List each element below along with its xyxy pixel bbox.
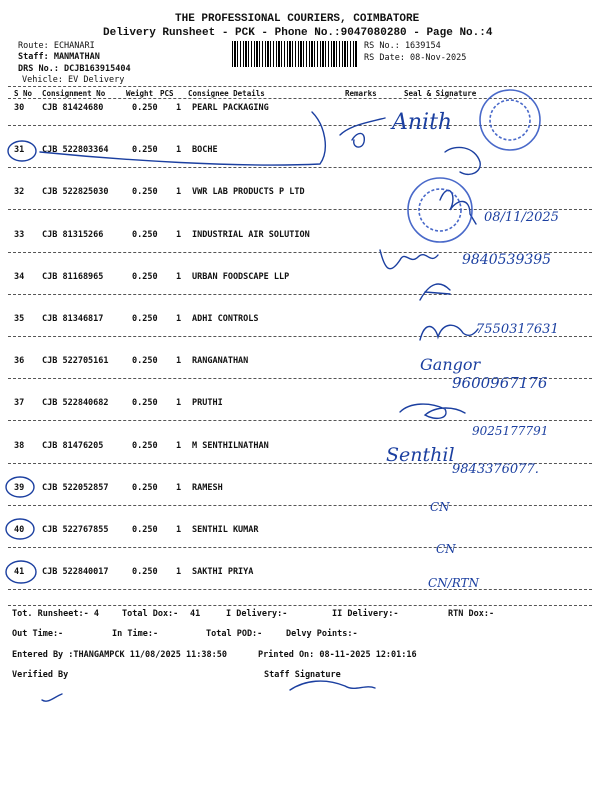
cell-pcs: 1: [176, 482, 182, 493]
cell-consignment: CJB 522705161: [42, 356, 109, 367]
hw-remark-row41: CN/RTN: [428, 576, 480, 590]
cell-consignee: INDUSTRIAL AIR SOLUTION: [192, 229, 310, 240]
cell-consignment: CJB 522840017: [42, 567, 109, 578]
company-stamp-top: [480, 90, 540, 150]
cell-weight: 0.250: [132, 314, 158, 324]
cell-consignment: CJB 522803364: [42, 145, 109, 156]
cell-consignee: RANGANATHAN: [192, 356, 249, 367]
cell-weight: 0.250: [132, 482, 158, 493]
cell-weight: 0.250: [132, 525, 158, 535]
hw-phone-row35: 7550317631: [476, 322, 559, 337]
cell-consignee: URBAN FOODSCAPE LLP: [192, 271, 290, 282]
cell-consignee: SAKTHI PRIYA: [192, 567, 254, 578]
hw-date-row32: 08/11/2025: [484, 210, 559, 225]
out-time: Out Time:-: [12, 629, 64, 639]
verified-by: Verified By: [12, 670, 69, 680]
cell-weight: 0.250: [132, 145, 158, 156]
cell-pcs: 1: [176, 103, 182, 113]
circle-mark-row31: [8, 141, 36, 161]
cell-consignee: BOCHE: [192, 145, 218, 156]
rs-number: RS No.: 1639154: [364, 41, 441, 51]
hw-remark-row39: CN: [430, 500, 450, 514]
circle-mark-row40: [6, 519, 34, 539]
cell-sno: 32: [14, 187, 25, 198]
cell-consignee: SENTHIL KUMAR: [192, 525, 259, 535]
cell-consignee: VWR LAB PRODUCTS P LTD: [192, 187, 305, 198]
cell-consignee: RAMESH: [192, 482, 223, 493]
total-dox-label: Total Dox:-: [122, 609, 179, 619]
hw-signature-row30: Anith: [392, 110, 453, 135]
cell-weight: 0.250: [132, 440, 158, 451]
cell-sno: 40: [14, 525, 25, 535]
cell-consignment: CJB 522825030: [42, 187, 109, 198]
printed-on: Printed On: 08-11-2025 12:01:16: [258, 650, 417, 660]
cell-consignee: PRUTHI: [192, 398, 223, 409]
cell-consignee: PEARL PACKAGING: [192, 103, 269, 113]
cell-pcs: 1: [176, 314, 182, 324]
cell-pcs: 1: [176, 525, 182, 535]
cell-sno: 31: [14, 145, 25, 156]
col-weight: Weight: [126, 89, 154, 98]
cell-sno: 33: [14, 229, 25, 240]
cell-weight: 0.250: [132, 271, 158, 282]
signature-stroke-row37: [400, 404, 465, 418]
hw-phone-row37: 9025177791: [472, 424, 549, 438]
signature-stroke-row34: [380, 250, 438, 269]
cell-consignment: CJB 81424680: [42, 103, 104, 113]
cell-sno: 34: [14, 271, 25, 282]
total-pod: Total POD:-: [206, 629, 263, 639]
cell-consignment: CJB 81168965: [42, 271, 104, 282]
hw-phone-row34: 9840539395: [462, 252, 552, 268]
cell-weight: 0.250: [132, 103, 158, 113]
cell-consignment: CJB 522767855: [42, 525, 109, 535]
signature-stroke-row35: [420, 325, 478, 340]
col-seal: Seal & Signature: [404, 89, 477, 98]
cell-weight: 0.250: [132, 229, 158, 240]
cell-weight: 0.250: [132, 398, 158, 409]
col-sno: S No: [14, 89, 33, 98]
col-consignee: Consignee Details: [188, 89, 265, 98]
runsheet-subtitle: Delivery Runsheet - PCK - Phone No.:9047080280 - Page No.:4: [103, 27, 493, 39]
cell-sno: 37: [14, 398, 25, 409]
cell-weight: 0.250: [132, 567, 158, 578]
circle-mark-row41: [6, 561, 36, 583]
cell-pcs: 1: [176, 145, 182, 156]
hw-name-row36: Gangor: [420, 355, 481, 374]
cell-sno: 30: [14, 103, 25, 113]
total-dox-value: 41: [190, 609, 201, 619]
staff-signature-label: Staff Signature: [264, 670, 341, 680]
cell-sno: 36: [14, 356, 25, 367]
hw-remark-row40: CN: [436, 542, 456, 556]
company-name: THE PROFESSIONAL COURIERS, COIMBATORE: [175, 13, 420, 25]
entered-by: Entered By :THANGAMPCK 11/08/2025 11:38:50: [12, 650, 227, 660]
route: Route: ECHANARI: [18, 41, 95, 51]
cell-pcs: 1: [176, 440, 182, 451]
cell-pcs: 1: [176, 398, 182, 409]
cell-pcs: 1: [176, 187, 182, 198]
cell-consignee: ADHI CONTROLS: [192, 314, 259, 324]
verified-signature-stroke: [42, 694, 62, 701]
cell-consignment: CJB 522840682: [42, 398, 109, 409]
ii-delivery: II Delivery:-: [332, 609, 399, 619]
rs-date: RS Date: 08-Nov-2025: [364, 53, 467, 63]
signature-stroke-row34b: [420, 284, 450, 300]
cell-pcs: 1: [176, 567, 182, 578]
vehicle: Vehicle: EV Delivery: [22, 75, 125, 85]
signature-stroke-row32a: [445, 147, 480, 174]
cell-pcs: 1: [176, 271, 182, 282]
cell-pcs: 1: [176, 356, 182, 367]
tot-runsheet: Tot. Runsheet:- 4: [12, 609, 99, 619]
cell-consignment: CJB 81476205: [42, 440, 104, 451]
col-consignment: Consignment No: [42, 89, 106, 98]
cell-consignment: CJB 522052857: [42, 482, 109, 493]
cell-weight: 0.250: [132, 356, 158, 367]
col-remarks: Remarks: [345, 89, 377, 98]
cell-pcs: 1: [176, 229, 182, 240]
hw-phone-row36: 9600967176: [452, 374, 548, 392]
cell-consignment: CJB 81315266: [42, 229, 104, 240]
cell-consignee: M SENTHILNATHAN: [192, 440, 269, 451]
delvy-points: Delvy Points:-: [286, 629, 358, 639]
rtn-dox: RTN Dox:-: [448, 609, 495, 619]
col-pcs: PCS: [160, 89, 174, 98]
arrow-stroke: [40, 112, 325, 165]
cell-consignment: CJB 81346817: [42, 314, 104, 324]
hw-name-row38: Senthil: [386, 444, 455, 466]
signature-stroke-row31: [340, 118, 385, 147]
in-time: In Time:-: [112, 629, 159, 639]
cell-sno: 41: [14, 567, 25, 578]
i-delivery: I Delivery:-: [226, 609, 288, 619]
staff: Staff: MANMATHAN: [18, 52, 100, 62]
drs-number: DRS No.: DCJB163915404: [18, 64, 131, 74]
cell-sno: 39: [14, 482, 25, 493]
cell-weight: 0.250: [132, 187, 158, 198]
staff-signature-stroke: [290, 681, 375, 690]
hw-phone-row38: 9843376077.: [452, 462, 539, 477]
cell-sno: 38: [14, 440, 25, 451]
cell-sno: 35: [14, 314, 25, 324]
circle-mark-row39: [6, 477, 34, 497]
company-stamp-middle: [408, 178, 472, 242]
